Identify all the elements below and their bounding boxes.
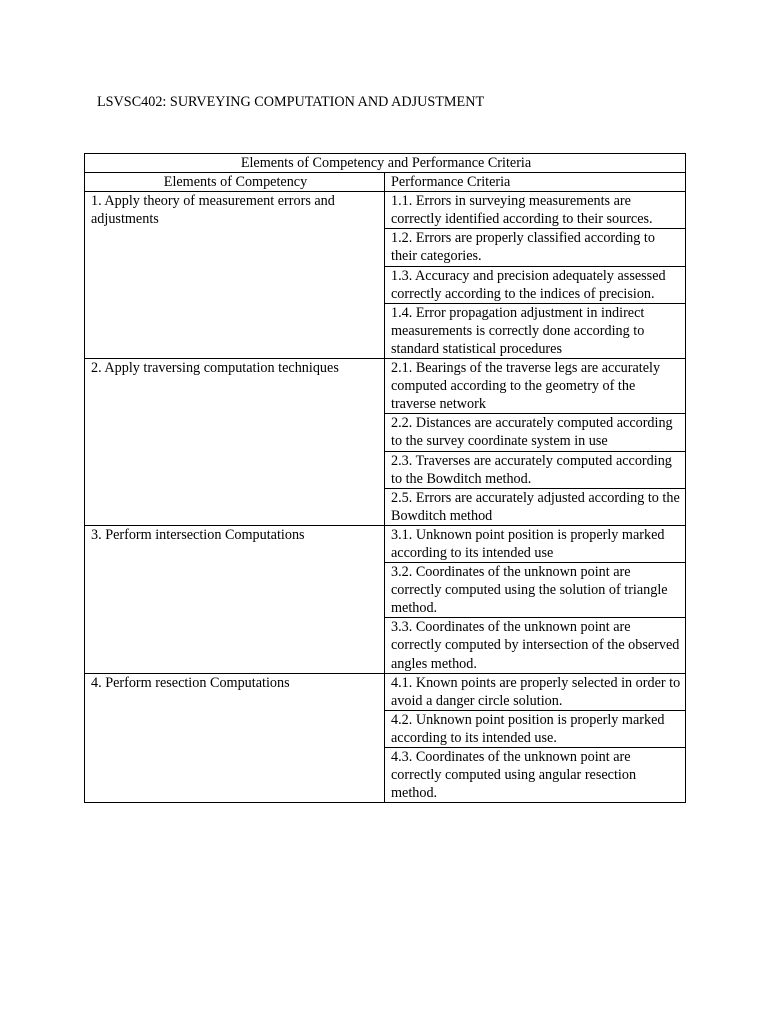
criteria-cell: 3.2. Coordinates of the unknown point are correctly computed using the solution of triangle method. — [385, 563, 686, 618]
header-elements-of-competency: Elements of Competency — [85, 173, 385, 192]
criteria-cell: 1.1. Errors in surveying measurements are correctly identified according to their sources. — [385, 192, 686, 229]
table-caption-row — [85, 154, 686, 173]
element-cell: 1. Apply theory of measurement errors and adjustments — [85, 192, 385, 359]
criteria-cell: 2.2. Distances are accurately computed according to the survey coordinate system in use — [385, 414, 686, 451]
element-cell: 4. Perform resection Computations — [85, 673, 385, 803]
criteria-cell: 1.2. Errors are properly classified according to their categories. — [385, 229, 686, 266]
element-cell: 2. Apply traversing computation techniques — [85, 359, 385, 526]
table-row — [85, 359, 686, 414]
criteria-cell: 4.1. Known points are properly selected in order to avoid a danger circle solution. — [385, 673, 686, 710]
table-body — [85, 192, 686, 803]
element-cell: 3. Perform intersection Computations — [85, 525, 385, 673]
criteria-cell: 3.3. Coordinates of the unknown point are correctly computed by intersection of the observed angles method. — [385, 618, 686, 673]
table-row — [85, 525, 686, 562]
criteria-cell: 3.1. Unknown point position is properly marked according to its intended use — [385, 525, 686, 562]
table-row — [85, 673, 686, 710]
criteria-cell: 2.1. Bearings of the traverse legs are accurately computed according to the geometry of the traverse network — [385, 359, 686, 414]
criteria-cell: 4.3. Coordinates of the unknown point are correctly computed using angular resection method. — [385, 748, 686, 803]
table-row — [85, 192, 686, 229]
criteria-cell: 2.5. Errors are accurately adjusted according to the Bowditch method — [385, 488, 686, 525]
criteria-cell: 4.2. Unknown point position is properly marked according to its intended use. — [385, 710, 686, 747]
criteria-cell: 1.3. Accuracy and precision adequately assessed correctly according to the indices of precision. — [385, 266, 686, 303]
table-header-row — [85, 173, 686, 192]
table-caption: Elements of Competency and Performance Criteria — [85, 154, 686, 173]
competency-table — [84, 153, 686, 803]
document-title: LSVSC402: SURVEYING COMPUTATION AND ADJUSTMENT — [97, 94, 485, 110]
criteria-cell: 2.3. Traverses are accurately computed according to the Bowditch method. — [385, 451, 686, 488]
header-performance-criteria: Performance Criteria — [385, 173, 686, 192]
criteria-cell: 1.4. Error propagation adjustment in indirect measurements is correctly done according to standard statistical procedures — [385, 303, 686, 358]
